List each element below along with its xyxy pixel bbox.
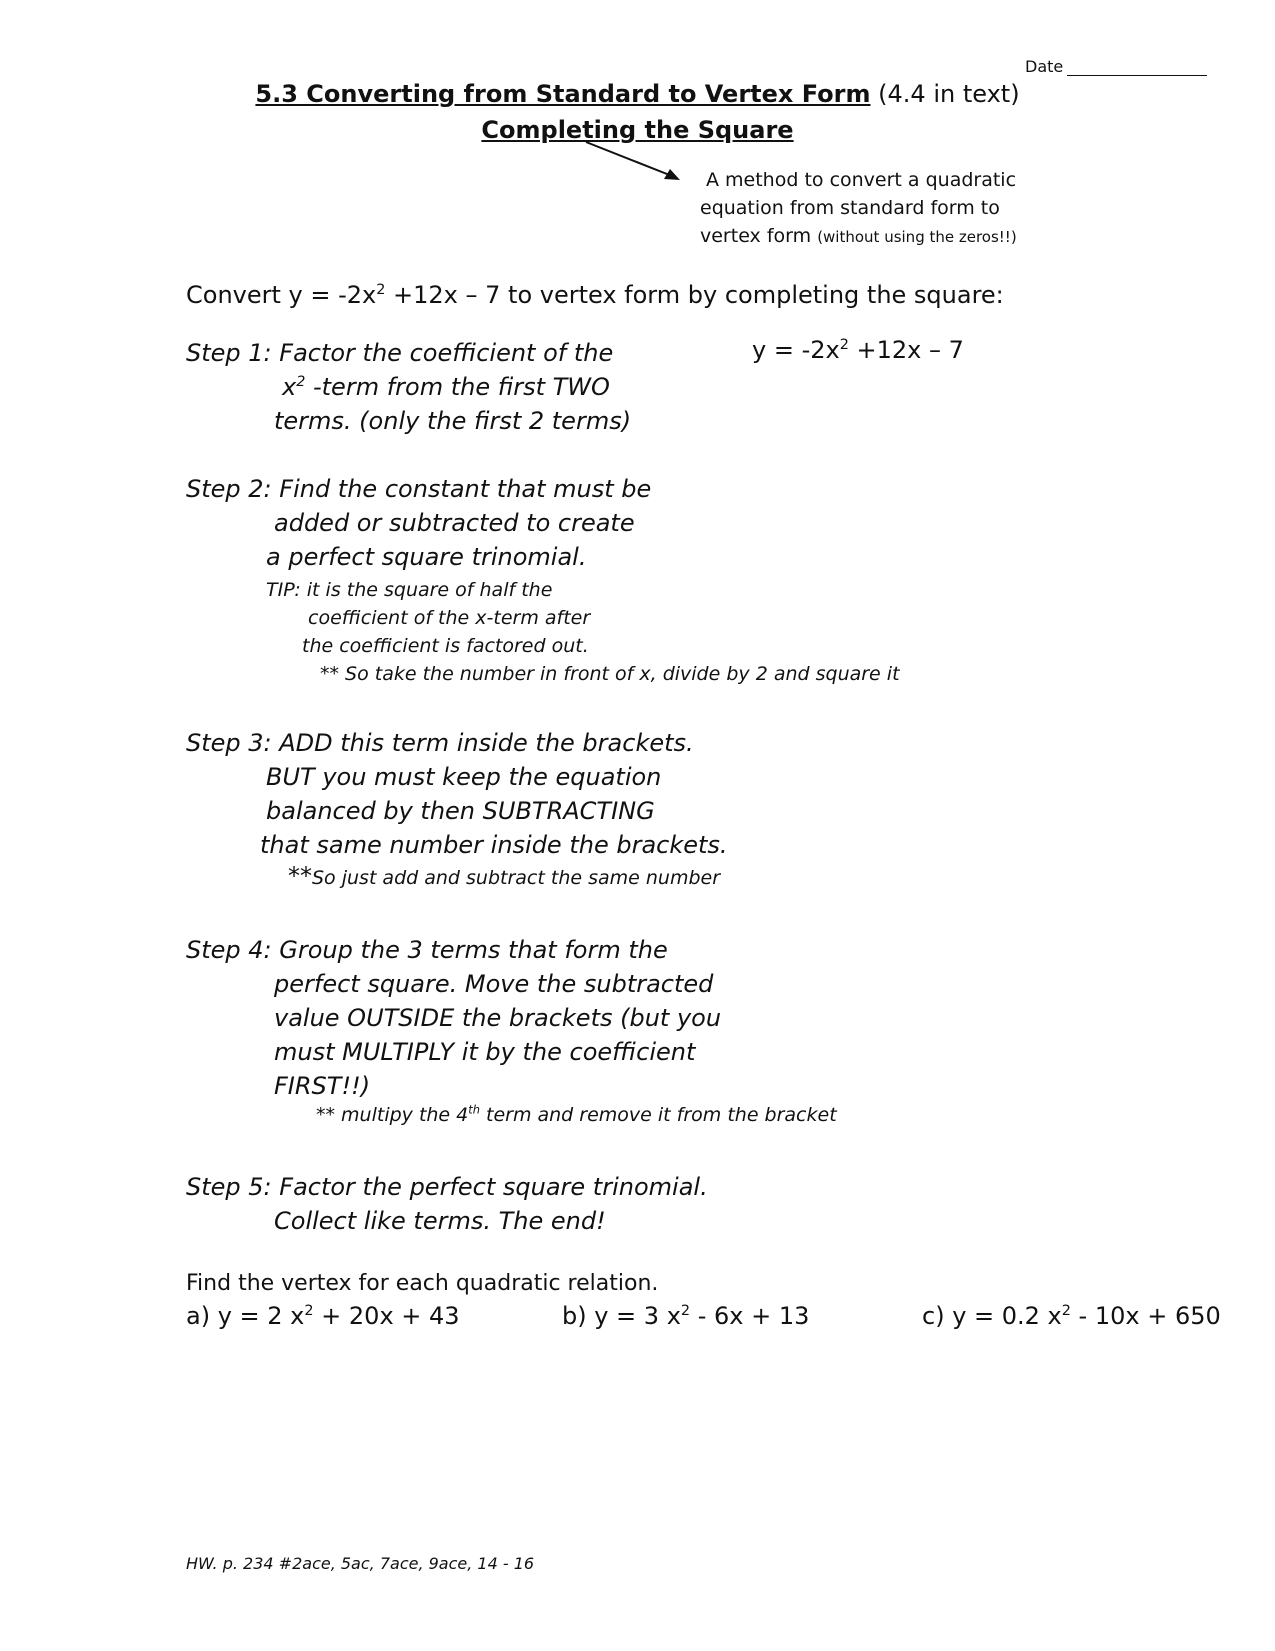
step-4-line-5: FIRST!!) bbox=[274, 1072, 371, 1100]
exercise-b: b) y = 3 $x^2 - 6x + 13$ bbox=[562, 1302, 810, 1330]
page-title bbox=[0, 80, 1275, 108]
date-label: Date bbox=[1025, 57, 1064, 76]
step-2-line-2: added or subtracted to create bbox=[274, 509, 635, 537]
exercise-c: c) y = 0.2 $x^2 - 10x + 650$ bbox=[922, 1302, 1221, 1330]
step-4-line-4: must MULTIPLY it by the coefficient bbox=[274, 1038, 696, 1066]
step-1 bbox=[186, 336, 631, 438]
step-2 bbox=[186, 472, 651, 574]
title-main: 5.3 Converting from Standard to Vertex Form bbox=[255, 80, 871, 108]
step-1-line-2: $x^2$ -term from the first TWO bbox=[282, 373, 610, 401]
step-3-line-3: balanced by then SUBTRACTING bbox=[266, 797, 655, 825]
step-3-line-2: BUT you must keep the equation bbox=[266, 763, 662, 791]
step-3-line-1: Step 3: ADD this term inside the brackets. bbox=[186, 729, 694, 757]
step-5-line-1: Step 5: Factor the perfect square trinomial. bbox=[186, 1173, 708, 1201]
step-2-tip bbox=[266, 576, 900, 688]
annotation-arrow-icon bbox=[580, 138, 690, 188]
homework-note: HW. p. 234 #2ace, 5ac, 7ace, 9ace, 14 - 16 bbox=[186, 1554, 535, 1573]
date-blank-line bbox=[1067, 59, 1207, 76]
step-4-line-2: perfect square. Move the subtracted bbox=[274, 970, 714, 998]
exercise-prompt: Find the vertex for each quadratic relation. bbox=[186, 1271, 659, 1296]
definition-line-3-note: (without using the zeros!!) bbox=[817, 228, 1017, 246]
definition-line-2: equation from standard form to bbox=[700, 197, 1000, 219]
step-2-line-1: Step 2: Find the constant that must be bbox=[186, 475, 652, 503]
step-4 bbox=[186, 933, 721, 1103]
step-3-line-4: that same number inside the brackets. bbox=[260, 831, 728, 859]
page-subtitle: Completing the Square bbox=[481, 116, 794, 144]
intro-instruction: Convert $y = -2x^2 +12x - 7$ to vertex form by completing the square: bbox=[186, 281, 1004, 309]
step-2-tip-line-4: ** So take the number in front of x, divide by 2 and square it bbox=[320, 663, 900, 685]
worked-equation: $y = -2x^2 +12x - 7$ bbox=[752, 336, 964, 364]
step-3 bbox=[186, 726, 728, 862]
step-2-tip-line-3: the coefficient is factored out. bbox=[302, 635, 589, 657]
step-1-line-3: terms. (only the first 2 terms) bbox=[274, 407, 632, 435]
title-suffix: (4.4 in text) bbox=[878, 80, 1020, 108]
step-5 bbox=[186, 1170, 708, 1238]
step-2-tip-line-2: coefficient of the x-term after bbox=[308, 607, 591, 629]
definition-note bbox=[700, 166, 1017, 251]
step-4-tip: ** multipy the 4th term and remove it from the bracket bbox=[316, 1102, 837, 1126]
step-1-line-1: Step 1: Factor the coefficient of the bbox=[186, 339, 614, 367]
step-5-line-2: Collect like terms. The end! bbox=[274, 1207, 606, 1235]
step-4-line-1: Step 4: Group the 3 terms that form the bbox=[186, 936, 668, 964]
step-2-line-3: a perfect square trinomial. bbox=[266, 543, 587, 571]
exercise-a: a) y = 2 $x^2 + 20x + 43$ bbox=[186, 1302, 460, 1330]
definition-line-1: A method to convert a quadratic bbox=[706, 169, 1017, 191]
date-field bbox=[1025, 57, 1207, 76]
step-3-tip: **So just add and subtract the same number bbox=[288, 862, 721, 890]
step-4-line-3: value OUTSIDE the brackets (but you bbox=[274, 1004, 722, 1032]
step-2-tip-line-1: TIP: it is the square of half the bbox=[266, 579, 553, 601]
definition-line-3: vertex form (without using the zeros!!) bbox=[700, 225, 1017, 247]
